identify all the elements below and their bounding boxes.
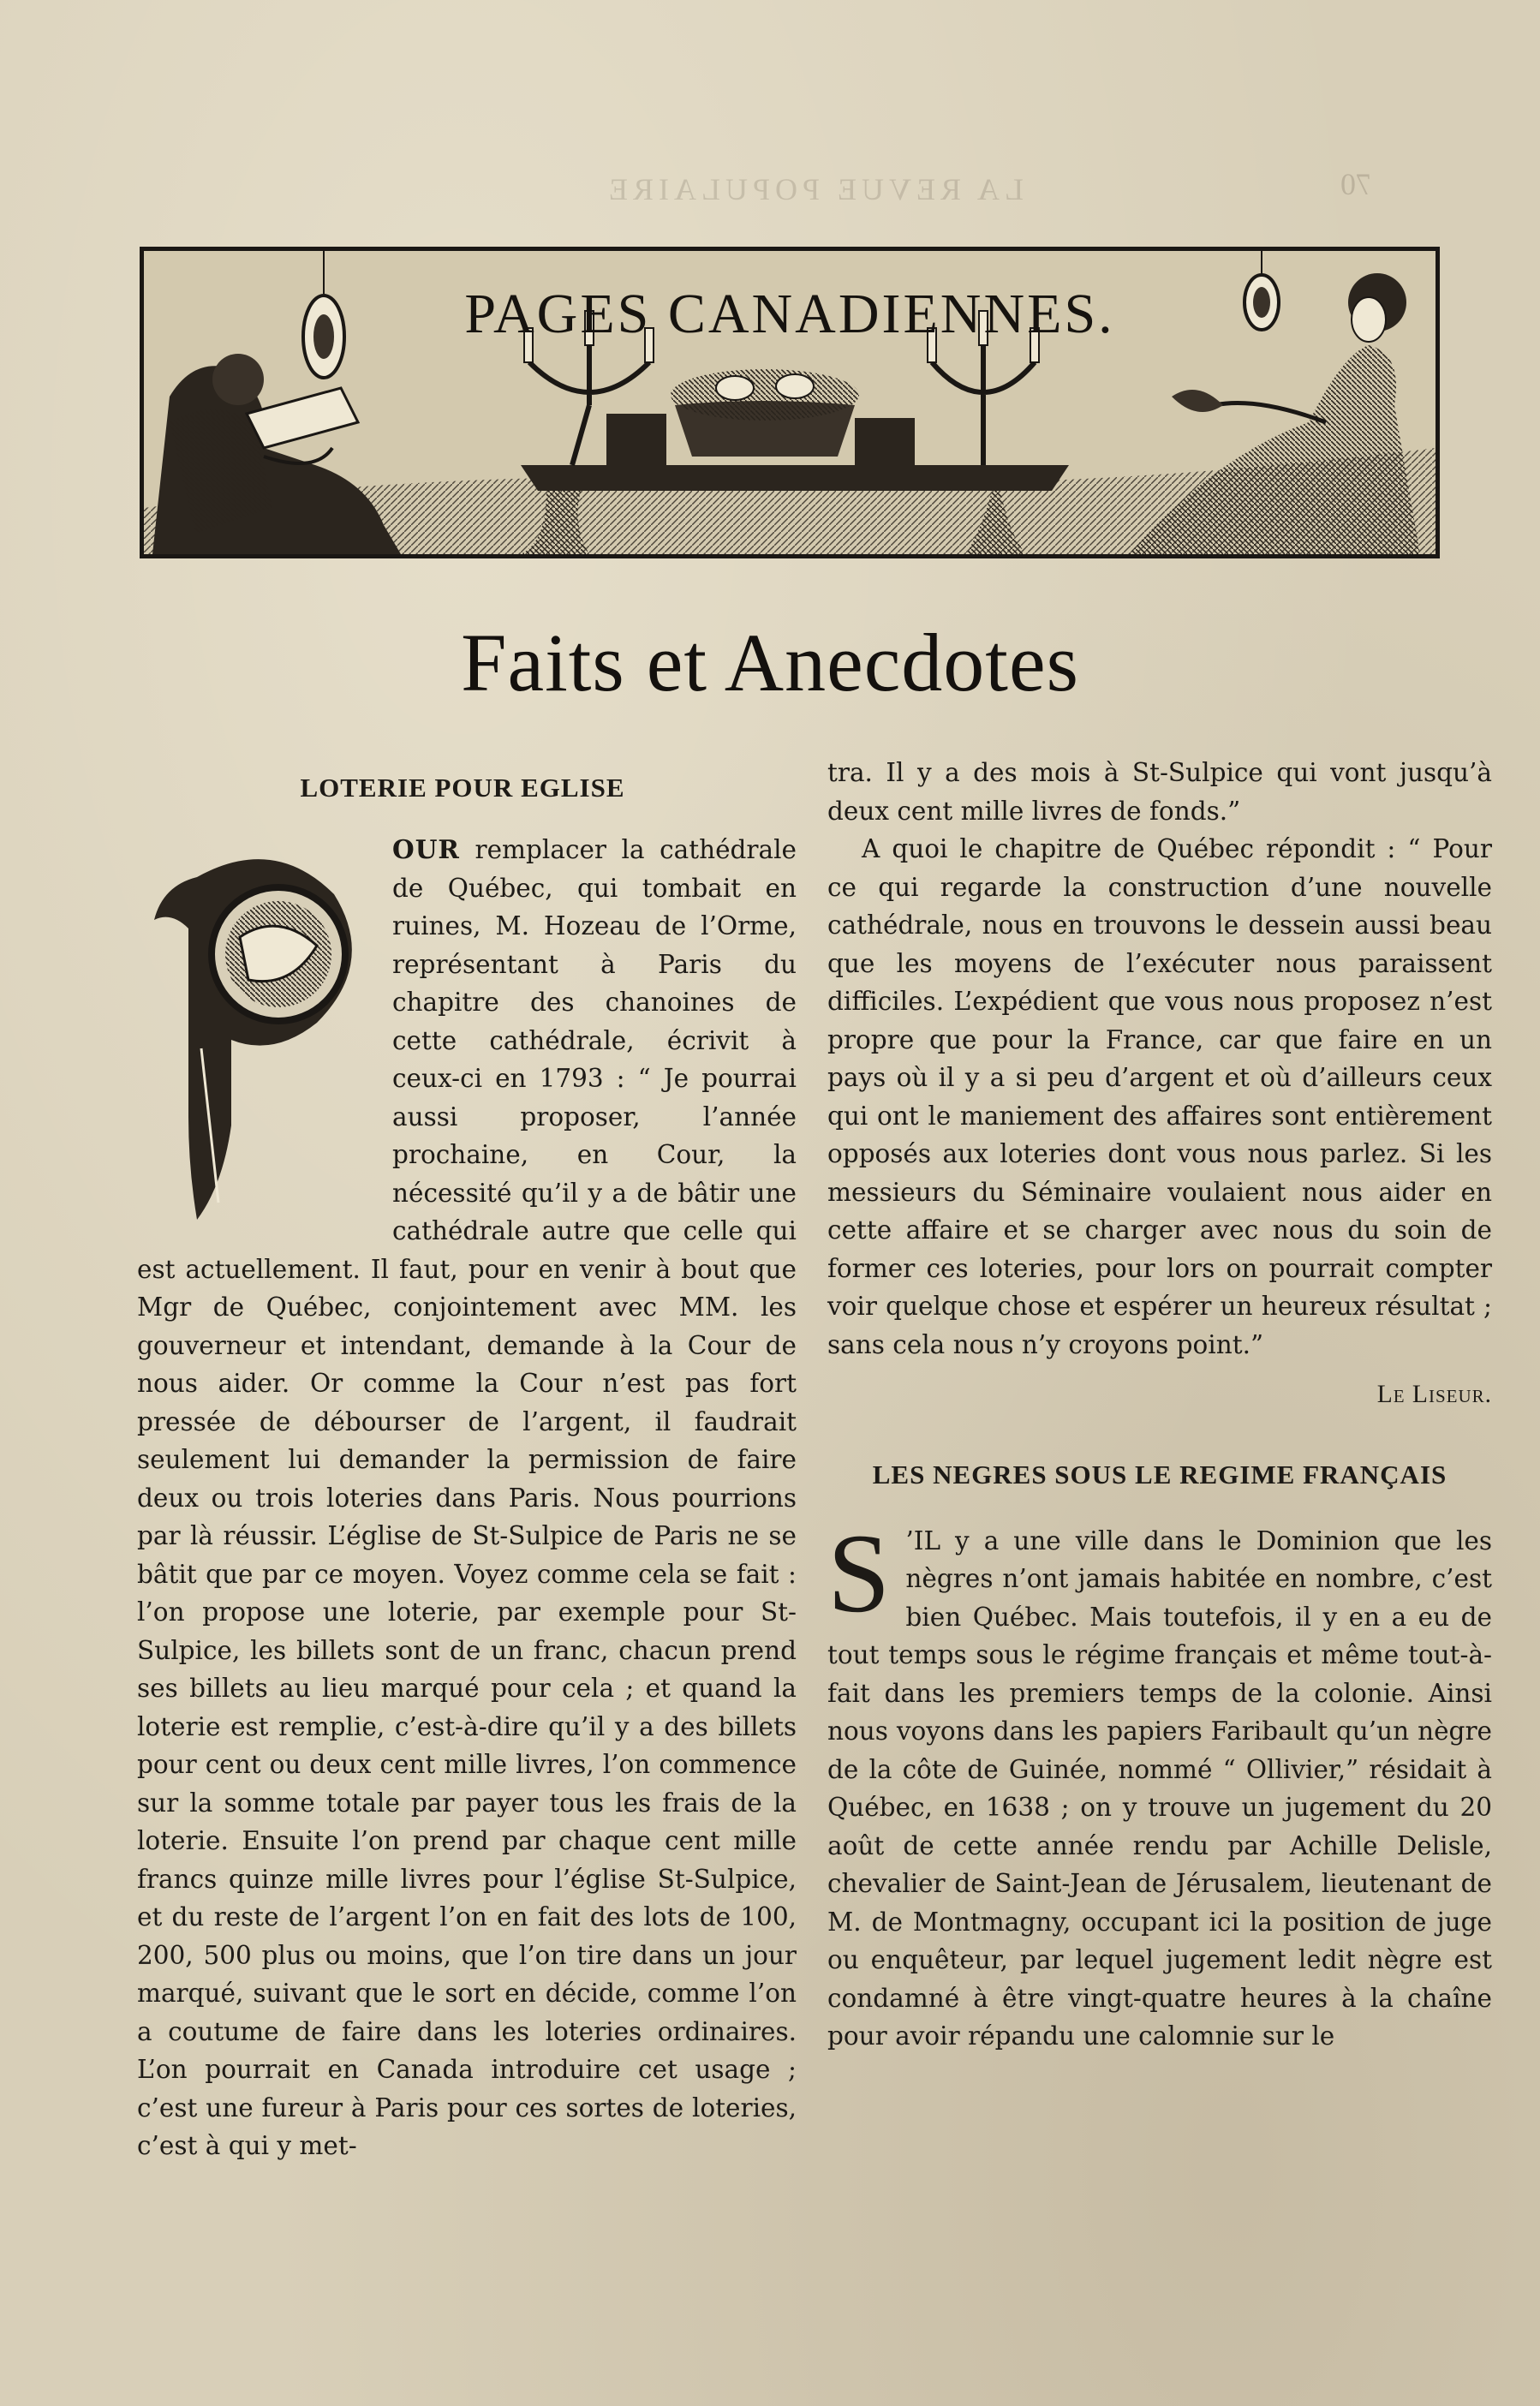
banner-title: PAGES CANADIENNES. <box>464 283 1115 345</box>
lead-word-our: OUR <box>392 834 460 864</box>
right-column <box>827 754 1492 2056</box>
article-title: Faits et Anecdotes <box>461 617 1079 708</box>
show-through-header: LA REVUE POPULAIRE <box>604 172 1024 206</box>
show-through-page-number: 70 <box>1340 167 1371 201</box>
left-column <box>137 831 797 2165</box>
signature-le-liseur: Le Liseur. <box>1376 1381 1492 1408</box>
ornate-dropcap-p <box>137 843 377 1228</box>
dropcap-s: S <box>827 1509 891 1636</box>
pages-canadiennes-banner <box>140 247 1440 558</box>
section-heading-loterie: LOTERIE POUR EGLISE <box>300 773 625 803</box>
chapitre-reply: A quoi le chapitre de Québec répondit : “ Pour ce qui regarde la construction d’une nouvelle cathédrale, nous en trouvons le dessein aussi beau que les moyens de l’exécuter nous paraissent difficiles. L’expédient que vous nous proposez n’est propre que pour la France, car que faire en un pays où il y a si peu d’argent et où d’ailleurs ceux qui ont le maniement des affaires sont entièrement opposés aux loteries dont vous nous parlez. Si les messieurs du Séminaire voulaient nous aider en cette affaire et se charger avec nous du soin de former ces loteries, pour lors on pourrait compter voir quelque chose et espérer un heureux résultat ; sans cela nous n’y croyons point.” <box>827 834 1492 1359</box>
loterie-continuation: tra. Il y a des mois à St-Sulpice qui vont jusqu’à deux cent mille livres de fonds.” <box>827 758 1492 826</box>
section-heading-negres: LES NEGRES SOUS LE REGIME FRANÇAIS <box>872 1459 1447 1490</box>
loterie-paragraph: remplacer la cathédrale de Québec, qui tombait en ruines, M. Hozeau de l’Orme, représentant à Paris du chapitre des chanoines de cette cathédrale, écrivit à ceux-ci en 1793 : “ Je pourrai aussi proposer, l’année prochaine, en Cour, la nécessité qu’il y a de bâtir une cathédrale autre que celle qui est actuellement. Il faut, pour en venir à bout que Mgr de Québec, conjointement avec MM. les gouverneur et intendant, demande à la Cour de nous aider. Or comme la Cour n’est pas fort pressée de débourser de l’argent, il faudrait seulement lui demander la permission de faire deux ou trois loteries dans Paris. Nous pourrions par là réussir. L’église de St-Sulpice de Paris ne se bâtit que par ce moyen. Voyez comme cela se fait : l’on propose une loterie, par exemple pour St-Sulpice, les billets sont de un franc, chacun prend ses billets au lieu marqué pour cela ; et quand la loterie est remplie, c’est-à-dire qu’il y a des billets pour cent ou deux cent mille livres, l’on commence sur la somme totale par payer tous les frais de la loterie. Ensuite l’on prend par chaque cent mille francs quinze mille livres pour l’église St-Sulpice, et du reste de l’argent l’on en fait des lots de 100, 200, 500 plus ou moins, que l’on tire dans un jour marqué, suivant que le sort en décide, comme l’on a coutume de faire dans les loteries ordinaires. L’on pourrait en Canada introduire cet usage ; c’est une fureur à Paris pour ces sortes de loteries, c’est à qui y met- <box>137 835 797 2160</box>
negres-paragraph: ’IL y a une ville dans le Dominion que les nègres n’ont jamais habitée en nombre, c’est bien Québec. Mais toutefois, il y en a eu de tout temps sous le régime français et même tout-à-fait dans les premiers temps de la colonie. Ainsi nous voyons dans les papiers Faribault qu’un nègre de la côte de Guinée, nommé “ Ollivier,” résidait à Québec, en 1638 ; on y trouve un jugement du 20 août de cette année rendu par Achille Delisle, chevalier de Saint-Jean de Jérusalem, lieutenant de M. de Montmagny, occupant ici la position de juge ou enquêteur, par lequel jugement ledit nègre est condamné à être vingt-quatre heures à la chaîne pour avoir répandu une calomnie sur le <box>827 1525 1492 2051</box>
